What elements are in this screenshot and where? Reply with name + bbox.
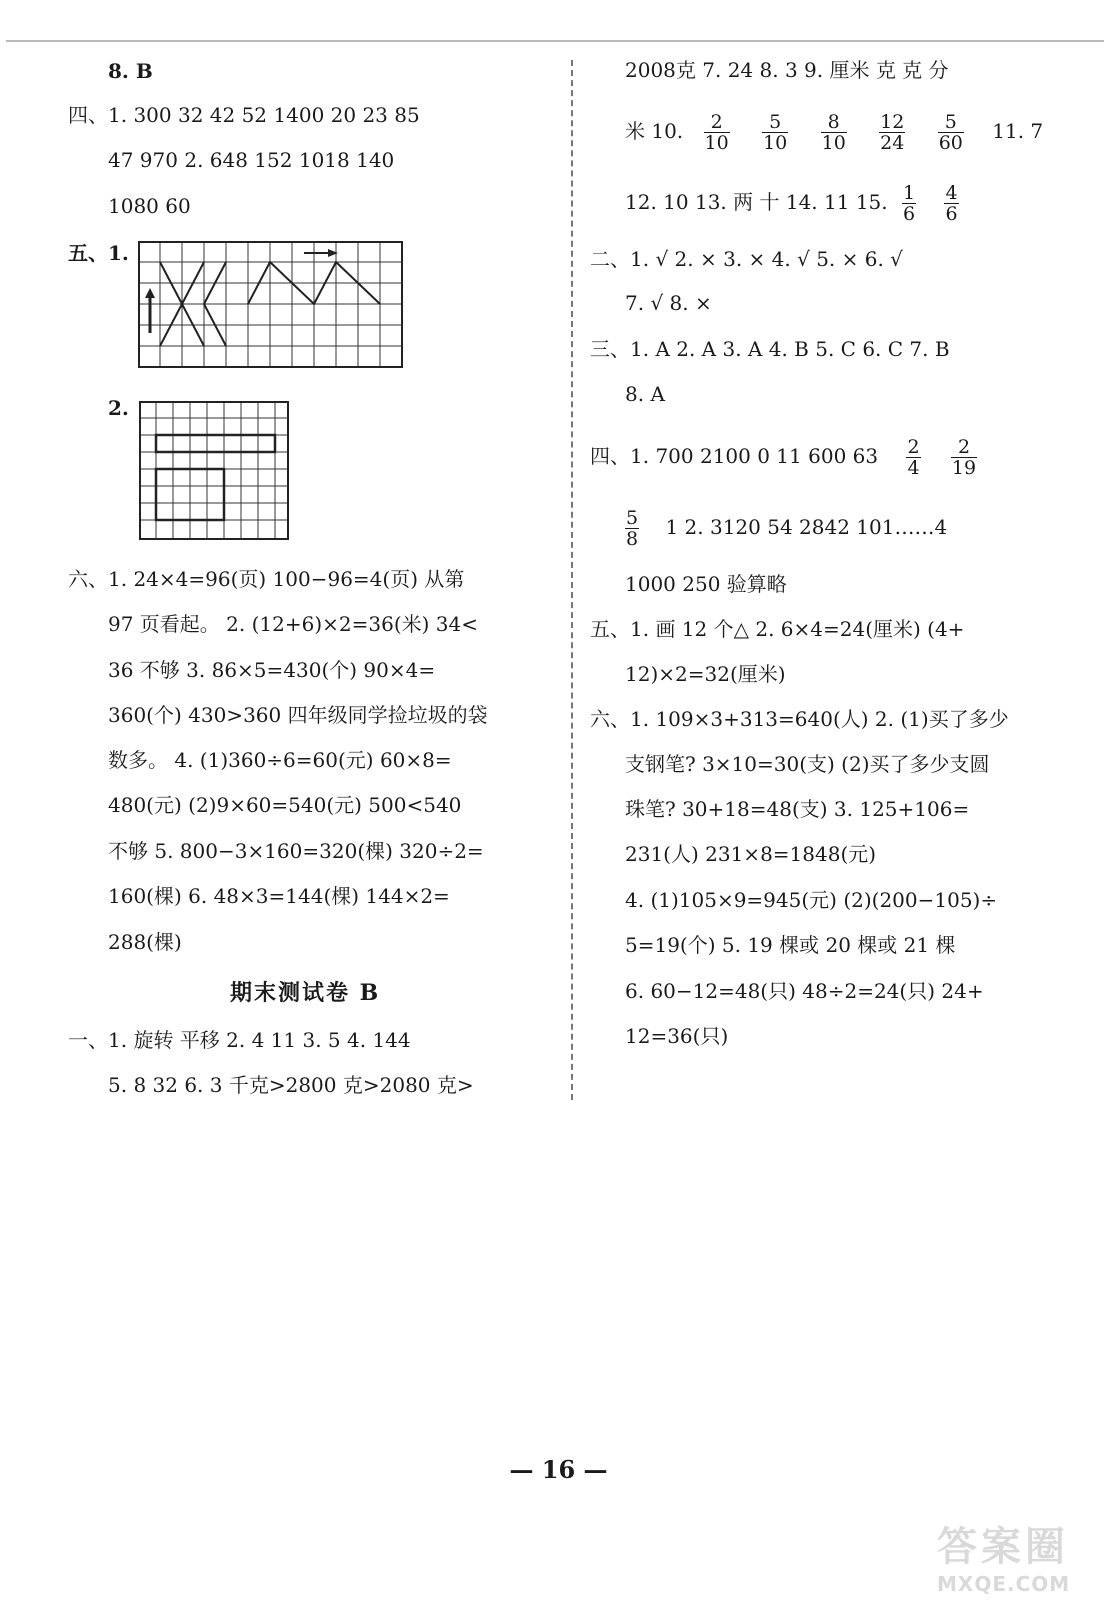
q11-text: 11. 7 xyxy=(992,119,1044,143)
left-line-11: 数多。 4. (1)360÷6=60(元) 60×8= xyxy=(108,748,452,772)
numerator: 2 xyxy=(704,112,730,133)
right-line-14: 支钢笔? 3×10=30(支) (2)买了多少支圆 xyxy=(625,752,990,776)
right-line-20: 12=36(只) xyxy=(625,1024,729,1048)
fraction-q10-5 xyxy=(938,112,964,153)
left-line-13: 不够 5. 800−3×160=320(棵) 320÷2= xyxy=(108,839,484,863)
left-line-6: 2. xyxy=(108,396,129,420)
right-line-16: 231(人) 231×8=1848(元) xyxy=(625,842,877,866)
right-line-2 xyxy=(625,112,1043,153)
left-line-17: 5. 8 32 6. 3 千克>2800 克>2080 克> xyxy=(108,1073,474,1097)
right-line-7: 8. A xyxy=(625,382,665,406)
left-line-15: 288(棵) xyxy=(108,930,182,954)
denominator: 6 xyxy=(903,203,916,225)
right-line-3 xyxy=(625,183,959,224)
q4-2-text: 1 2. 3120 54 2842 101……4 xyxy=(665,515,948,539)
right-line-1: 2008克 7. 24 8. 3 9. 厘米 克 克 分 xyxy=(625,58,949,82)
fraction-q4-2 xyxy=(951,437,977,478)
left-line-10: 360(个) 430>360 四年级同学捡垃圾的袋 xyxy=(108,703,488,727)
denominator: 8 xyxy=(626,528,639,550)
left-line-7: 六、1. 24×4=96(页) 100−96=4(页) 从第 xyxy=(68,567,465,591)
left-line-9: 36 不够 3. 86×5=430(个) 90×4= xyxy=(108,658,436,682)
watermark xyxy=(937,1515,1097,1596)
right-line-8 xyxy=(590,437,977,478)
left-line-16: 一、1. 旋转 平移 2. 4 11 3. 5 4. 144 xyxy=(68,1028,411,1052)
left-line-3: 47 970 2. 648 152 1018 140 xyxy=(108,148,395,172)
denominator: 19 xyxy=(951,457,977,479)
denominator: 6 xyxy=(945,203,958,225)
right-line-13: 六、1. 109×3+313=640(人) 2. (1)买了多少 xyxy=(590,707,1009,731)
watermark-logo: 答案圈 xyxy=(937,1524,1069,1570)
denominator: 10 xyxy=(763,132,788,154)
right-line-17: 4. (1)105×9=945(元) (2)(200−105)÷ xyxy=(625,888,998,912)
right-line-12: 12)×2=32(厘米) xyxy=(625,662,786,686)
numerator: 2 xyxy=(907,436,920,458)
denominator: 10 xyxy=(821,132,846,154)
left-line-1: 8. B xyxy=(108,59,153,83)
fraction-q4-1 xyxy=(906,437,920,478)
fraction-q10-1 xyxy=(704,112,730,153)
right-line-15: 珠笔? 30+18=48(支) 3. 125+106= xyxy=(625,797,970,821)
denominator: 60 xyxy=(938,132,963,154)
numerator: 12 xyxy=(880,111,905,133)
fraction-q10-2 xyxy=(762,112,788,153)
left-line-2: 四、1. 300 32 42 52 1400 20 23 85 xyxy=(68,103,420,127)
left-line-14: 160(棵) 6. 48×3=144(棵) 144×2= xyxy=(108,884,450,908)
section-title: 期末测试卷 B xyxy=(230,980,381,1006)
fraction-q10-3 xyxy=(821,112,847,153)
page-number: — 16 — xyxy=(509,1455,608,1484)
q4-1-text: 四、1. 700 2100 0 11 600 63 xyxy=(590,444,879,468)
left-line-5: 五、1. xyxy=(68,241,129,265)
denominator: 10 xyxy=(704,132,729,154)
fraction-q15-2 xyxy=(944,183,958,224)
column-divider xyxy=(571,60,573,1100)
numerator: 5 xyxy=(626,507,639,529)
right-line-9 xyxy=(625,508,947,549)
numerator: 2 xyxy=(951,437,977,458)
page-number-value: 16 xyxy=(541,1455,576,1484)
numerator: 5 xyxy=(938,112,964,133)
right-line-6: 三、1. A 2. A 3. A 4. B 5. C 6. C 7. B xyxy=(590,337,950,361)
top-rule xyxy=(6,40,1104,42)
numerator: 5 xyxy=(762,112,788,133)
denominator: 4 xyxy=(907,457,920,479)
right-line-4: 二、1. √ 2. × 3. × 4. √ 5. × 6. √ xyxy=(590,247,903,271)
right-line-19: 6. 60−12=48(只) 48÷2=24(只) 24+ xyxy=(625,979,984,1003)
denominator: 24 xyxy=(880,132,905,154)
numerator: 8 xyxy=(821,112,847,133)
fraction-q4-3 xyxy=(625,508,639,549)
right-line-10: 1000 250 验算略 xyxy=(625,572,787,596)
watermark-url: MXQE.COM xyxy=(937,1572,1071,1596)
right-line-5: 7. √ 8. × xyxy=(625,291,712,315)
left-line-8: 97 页看起。 2. (12+6)×2=36(米) 34< xyxy=(108,612,478,636)
fraction-q15-1 xyxy=(902,183,916,224)
numerator: 4 xyxy=(945,182,958,204)
right-line-18: 5=19(个) 5. 19 棵或 20 棵或 21 棵 xyxy=(625,933,956,957)
q12-15-text: 12. 10 13. 两 十 14. 11 15. xyxy=(625,190,888,214)
right-line-11: 五、1. 画 12 个△ 2. 6×4=24(厘米) (4+ xyxy=(590,617,965,641)
numerator: 1 xyxy=(903,182,916,204)
fraction-q10-4 xyxy=(879,112,905,153)
left-line-12: 480(元) (2)9×60=540(元) 500<540 xyxy=(108,793,462,817)
q10-label: 米 10. xyxy=(625,119,684,143)
grid-figure-2 xyxy=(139,401,290,541)
grid-figure-1 xyxy=(138,241,404,369)
left-line-4: 1080 60 xyxy=(108,194,191,218)
